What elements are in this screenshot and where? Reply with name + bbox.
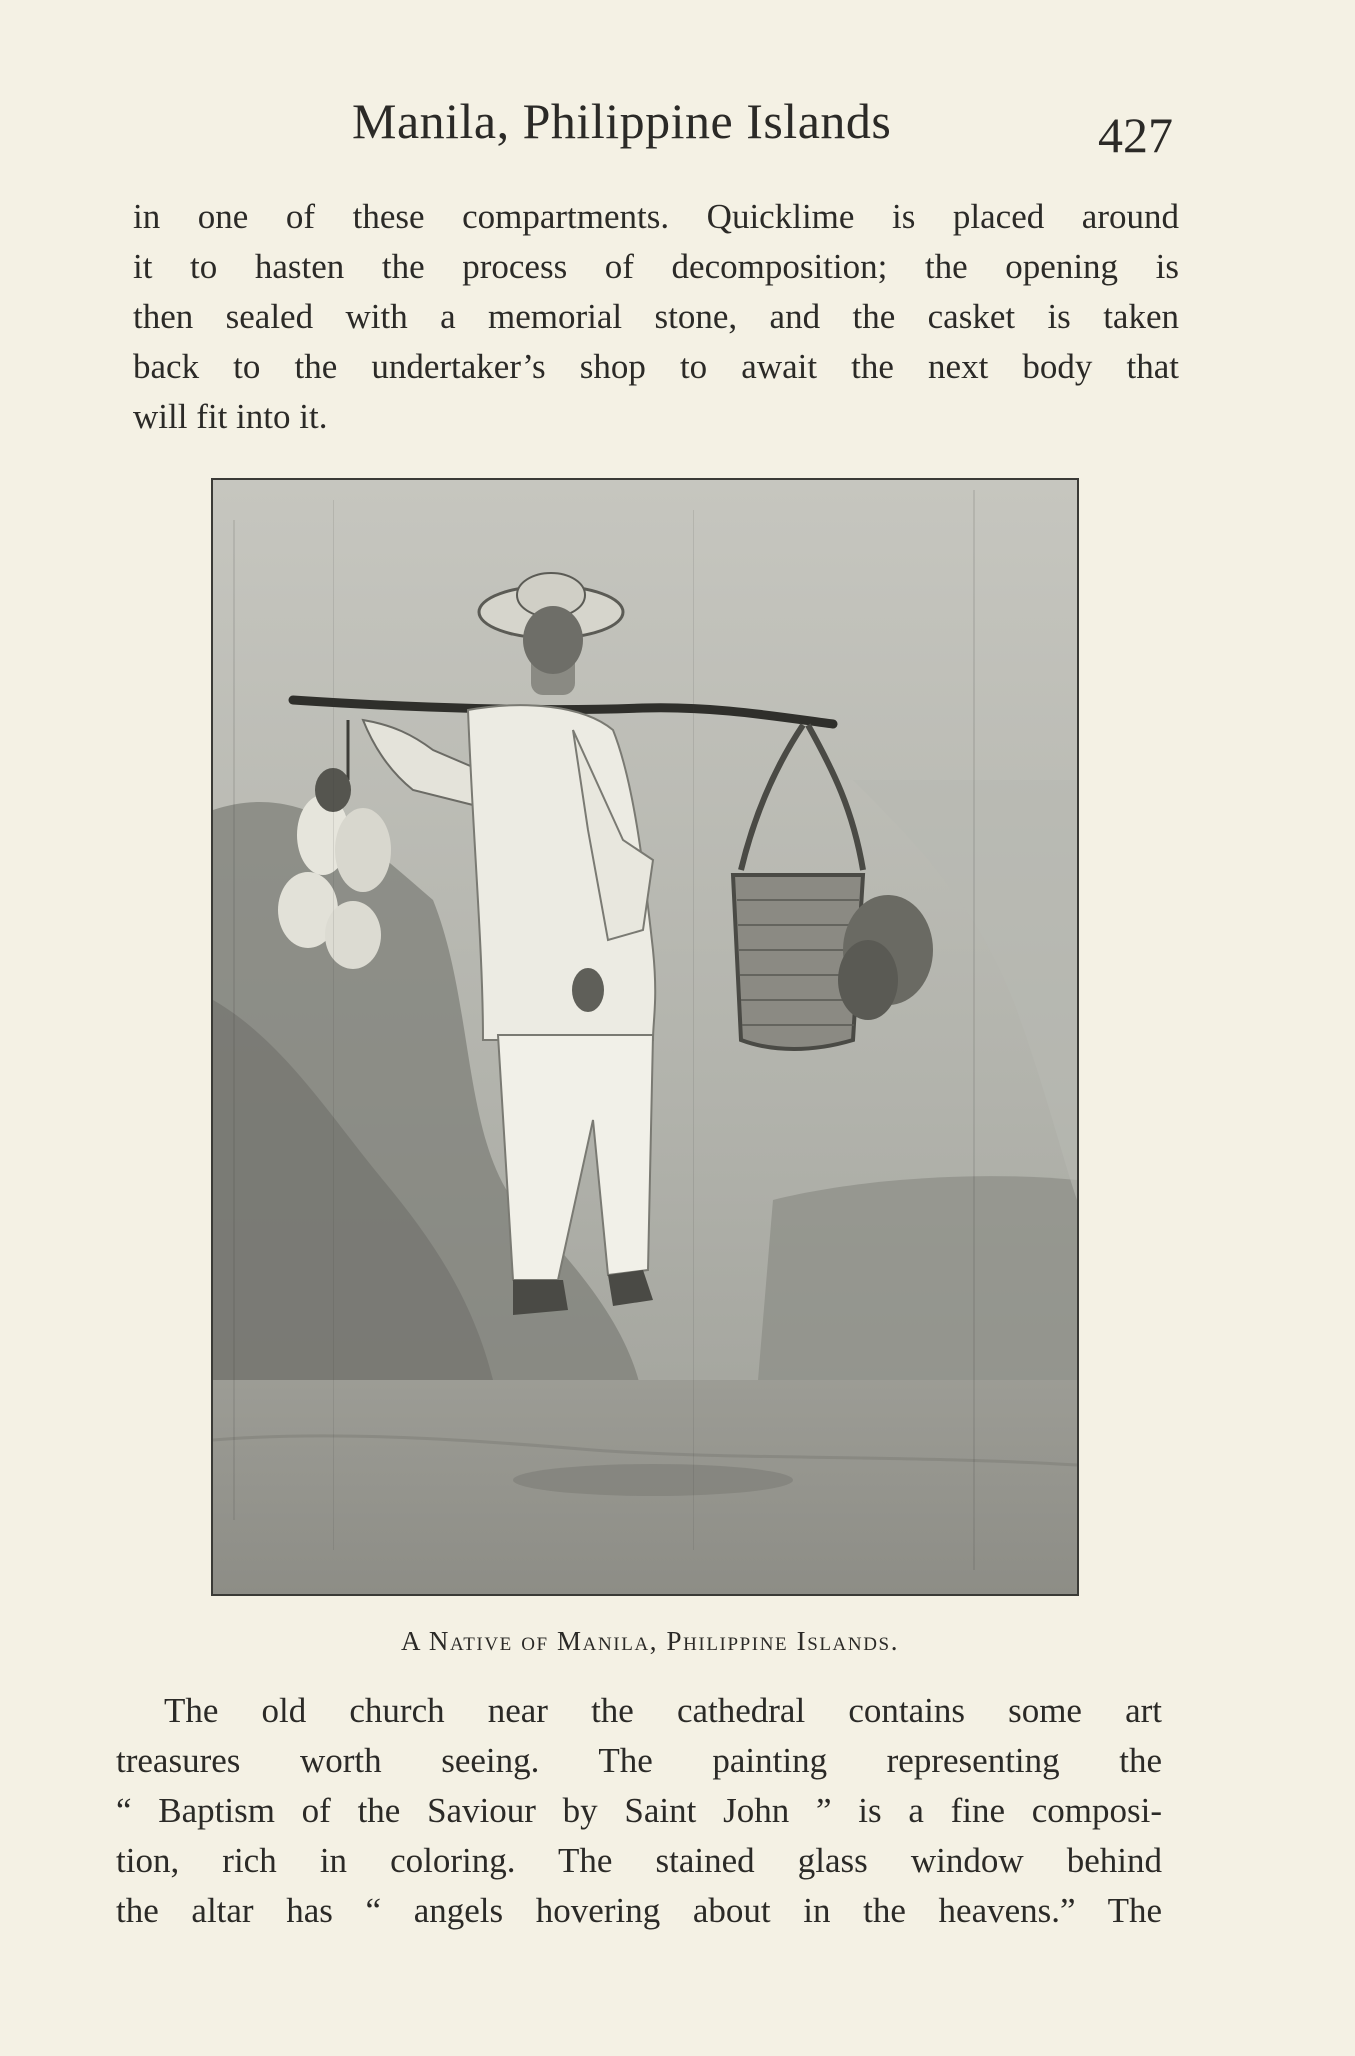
photograph-illustration bbox=[213, 480, 1077, 1594]
paragraph-bottom bbox=[116, 1686, 1162, 1936]
text-line: The old church near the cathedral contains some art bbox=[164, 1691, 1162, 1730]
text-line: back to the undertaker’s shop to await the next body that bbox=[133, 347, 1179, 386]
text-line: treasures worth seeing. The painting representing the bbox=[116, 1741, 1162, 1780]
text-line: it to hasten the process of decomposition; the opening is bbox=[133, 247, 1179, 286]
text-line: in one of these compartments. Quicklime is placed around bbox=[133, 197, 1179, 236]
photograph-plate bbox=[211, 478, 1079, 1596]
page-number: 427 bbox=[1098, 107, 1173, 163]
text-line: will fit into it. bbox=[133, 397, 328, 436]
text-line: “ Baptism of the Saviour by Saint John ” is a fine composi- bbox=[116, 1791, 1162, 1830]
plate-caption: A Native of Manila, Philippine Islands. bbox=[400, 1626, 900, 1656]
paragraph-top bbox=[133, 192, 1179, 442]
running-head: Manila, Philippine Islands bbox=[352, 93, 892, 149]
text-line: tion, rich in coloring. The stained glass window behind bbox=[116, 1841, 1162, 1880]
text-line: then sealed with a memorial stone, and the casket is taken bbox=[133, 297, 1179, 336]
text-line: the altar has “ angels hovering about in the heavens.” The bbox=[116, 1891, 1162, 1930]
